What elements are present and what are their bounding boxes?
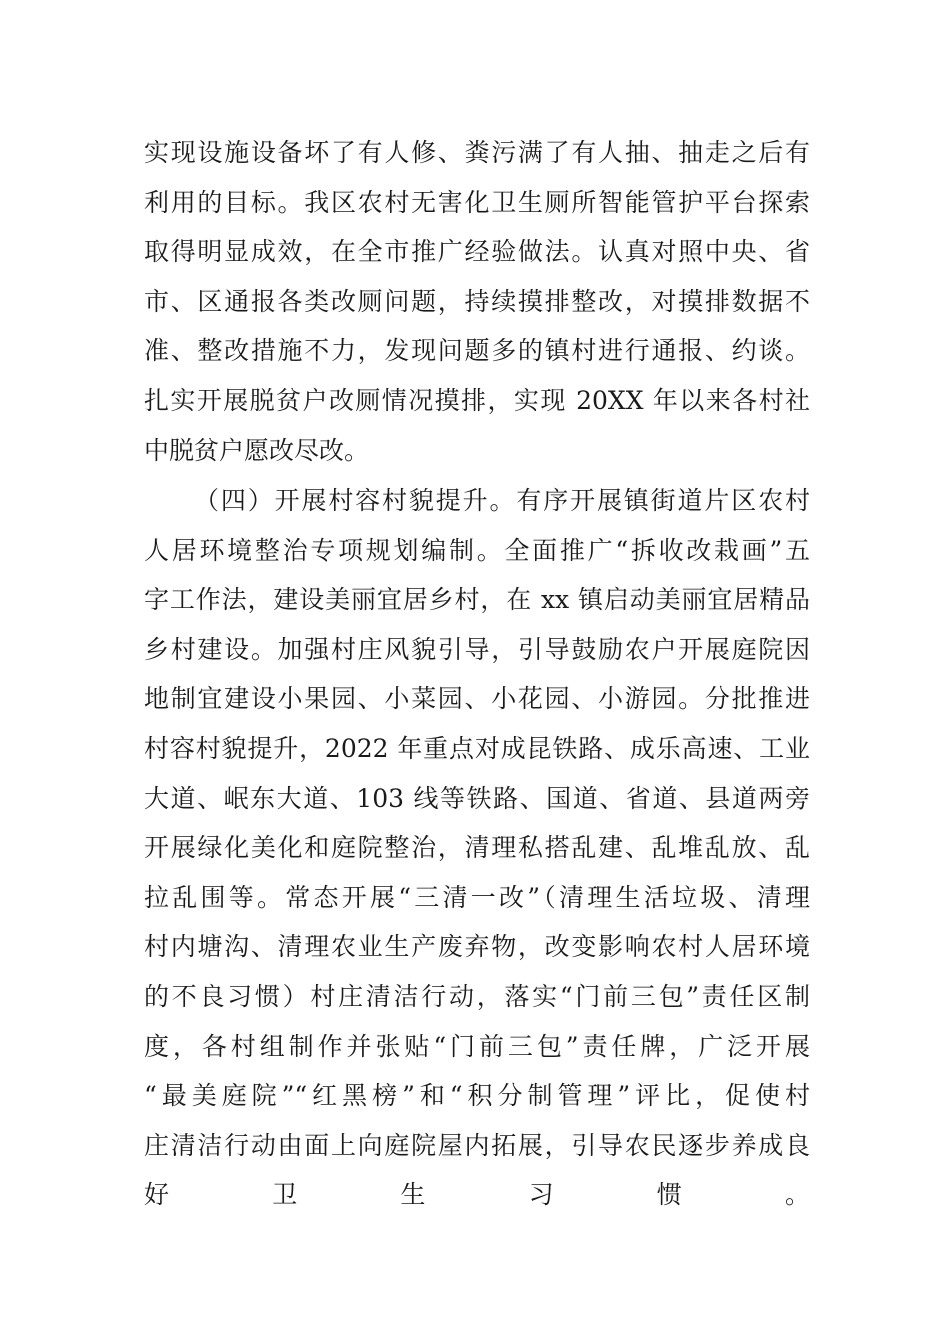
text-line: 取得明显成效，在全市推广经验做法。认真对照中央、省 xyxy=(144,237,810,267)
text-line: “最美庭院”“红黑榜”和“积分制管理”评比，促使村 xyxy=(144,1081,810,1111)
text-line: 乡村建设。加强村庄风貌引导，引导鼓励农户开展庭院因 xyxy=(144,634,810,664)
text-line: 准、整改措施不力，发现问题多的镇村进行通报、约谈。 xyxy=(144,336,810,366)
text-line: 村容村貌提升，2022 年重点对成昆铁路、成乐高速、工业 xyxy=(144,733,810,763)
text-line: 拉乱围等。常态开展“三清一改”（清理生活垃圾、清理 xyxy=(144,882,810,912)
text-line: 好卫生习惯。 xyxy=(144,1180,810,1210)
text-line xyxy=(144,1220,810,1270)
text-line: 地制宜建设小果园、小菜园、小花园、小游园。分批推进 xyxy=(144,684,810,714)
text-line: 中脱贫户愿改尽改。 xyxy=(144,435,370,465)
text-line: 人居环境整治专项规划编制。全面推广“拆收改栽画”五 xyxy=(144,535,810,565)
text-line: 字工作法，建设美丽宜居乡村，在 xx 镇启动美丽宜居精品 xyxy=(144,585,810,615)
paragraph-village-appearance xyxy=(144,476,810,1270)
text-line: 市、区通报各类改厕问题，持续摸排整改，对摸排数据不 xyxy=(144,286,810,316)
text-line: 庄清洁行动由面上向庭院屋内拓展，引导农民逐步养成良 xyxy=(144,1130,810,1160)
text-line: 扎实开展脱贫户改厕情况摸排，实现 20XX 年以来各村社 xyxy=(144,385,810,415)
text-line: 度，各村组制作并张贴“门前三包”责任牌，广泛开展 xyxy=(144,1031,810,1061)
text-line: 大道、岷东大道、103 线等铁路、国道、省道、县道两旁 xyxy=(144,783,810,813)
text-line: 的不良习惯）村庄清洁行动，落实“门前三包”责任区制 xyxy=(144,981,810,1011)
text-line: 实现设施设备坏了有人修、粪污满了有人抽、抽走之后有 xyxy=(144,138,810,167)
text-line: 开展绿化美化和庭院整治，清理私搭乱建、乱堆乱放、乱 xyxy=(144,833,810,863)
text-line: 利用的目标。我区农村无害化卫生厕所智能管护平台探索 xyxy=(144,187,810,217)
paragraph-sanitation xyxy=(144,128,810,475)
text-line: 村内塘沟、清理农业生产废弃物，改变影响农村人居环境 xyxy=(144,932,810,962)
section-heading-line: （四）开展村容村貌提升。有序开展镇街道片区农村 xyxy=(194,486,810,515)
